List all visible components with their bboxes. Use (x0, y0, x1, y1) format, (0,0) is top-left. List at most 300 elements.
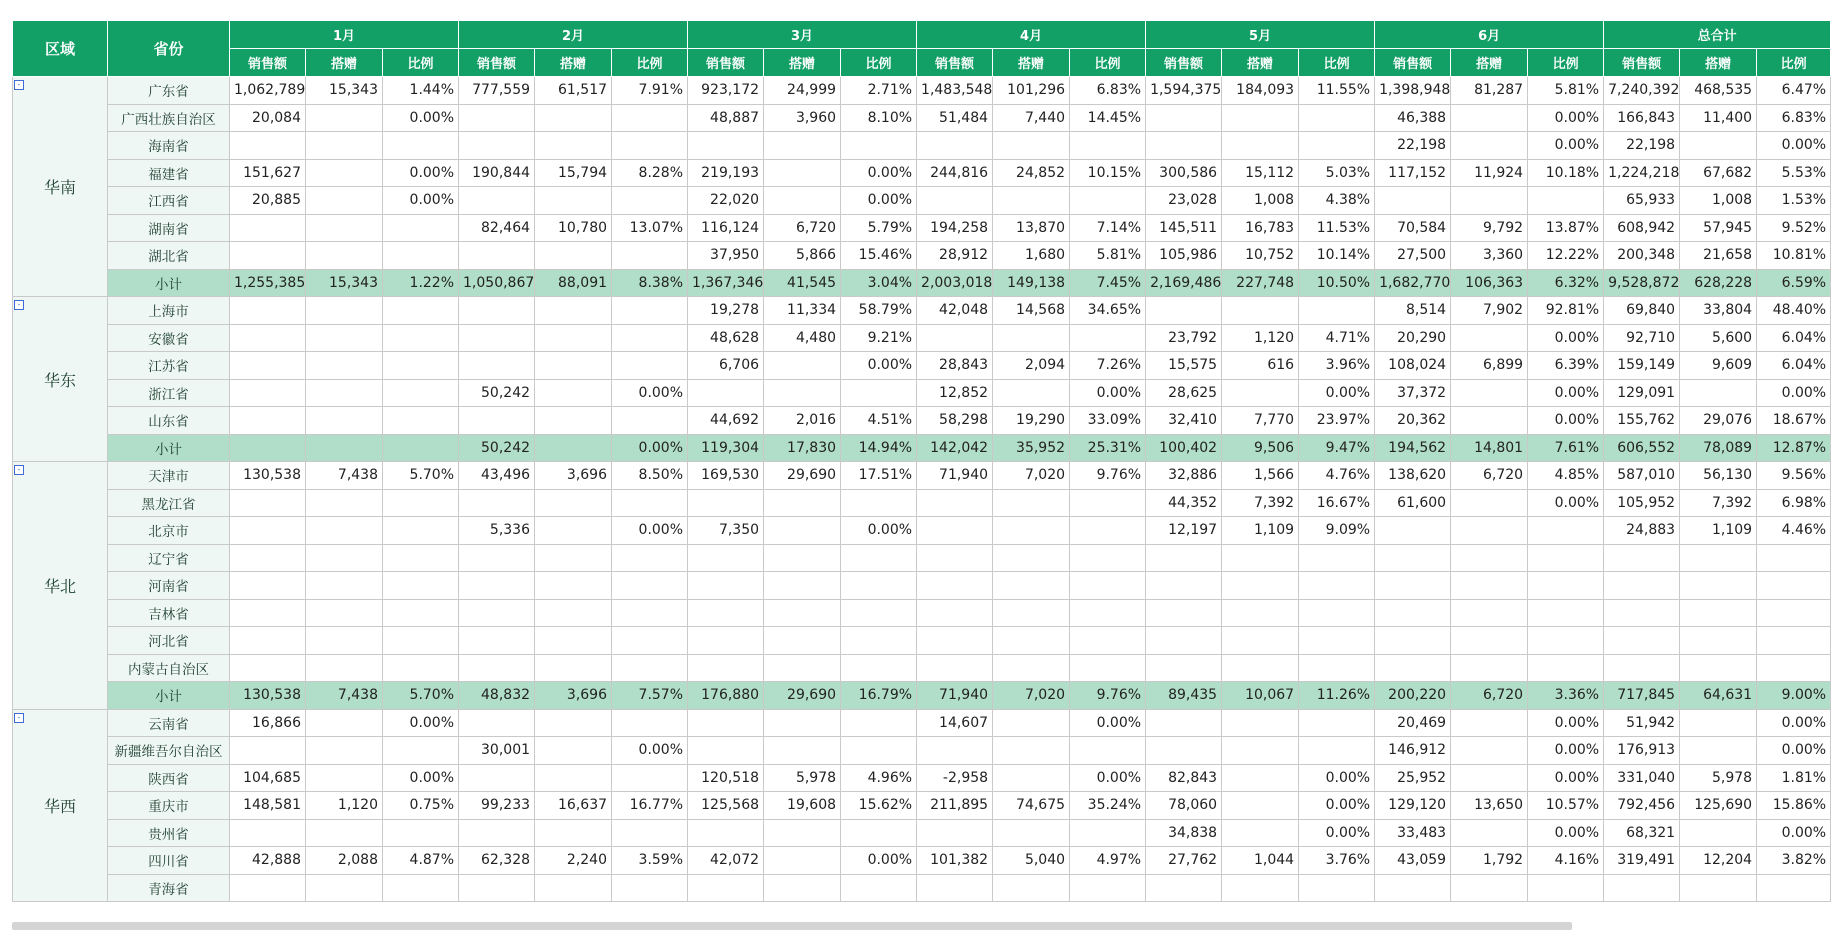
value-cell[interactable] (1451, 104, 1528, 132)
value-cell[interactable] (612, 654, 688, 682)
value-cell[interactable]: 0.00% (1528, 407, 1604, 435)
value-cell[interactable] (1528, 874, 1604, 902)
value-cell[interactable] (1299, 874, 1375, 902)
subtotal-value-cell[interactable]: 227,748 (1222, 269, 1299, 297)
value-cell[interactable]: 10.57% (1528, 792, 1604, 820)
value-cell[interactable] (993, 737, 1070, 765)
value-cell[interactable] (612, 764, 688, 792)
value-cell[interactable] (1146, 297, 1222, 325)
value-cell[interactable]: 1,109 (1222, 517, 1299, 545)
value-cell[interactable]: 33,804 (1680, 297, 1757, 325)
subtotal-value-cell[interactable]: 606,552 (1604, 434, 1680, 462)
value-cell[interactable]: 200,348 (1604, 242, 1680, 270)
subtotal-value-cell[interactable]: 50,242 (459, 434, 535, 462)
value-cell[interactable]: 35.24% (1070, 792, 1146, 820)
value-cell[interactable] (917, 874, 993, 902)
value-cell[interactable]: 28,843 (917, 352, 993, 380)
value-cell[interactable] (1146, 627, 1222, 655)
subtotal-value-cell[interactable]: 8.38% (612, 269, 688, 297)
subtotal-value-cell[interactable]: 14.94% (841, 434, 917, 462)
value-cell[interactable]: 19,608 (764, 792, 841, 820)
value-cell[interactable]: 22,198 (1375, 132, 1451, 160)
value-cell[interactable] (917, 544, 993, 572)
subtotal-value-cell[interactable]: 119,304 (688, 434, 764, 462)
subtotal-value-cell[interactable]: 3.04% (841, 269, 917, 297)
value-cell[interactable] (535, 489, 612, 517)
value-cell[interactable]: 0.00% (841, 187, 917, 215)
value-cell[interactable]: 3,696 (535, 462, 612, 490)
value-cell[interactable]: 24,883 (1604, 517, 1680, 545)
value-cell[interactable] (383, 627, 459, 655)
value-cell[interactable] (764, 847, 841, 875)
subtotal-value-cell[interactable]: 7.45% (1070, 269, 1146, 297)
value-cell[interactable] (1222, 654, 1299, 682)
value-cell[interactable] (535, 407, 612, 435)
value-cell[interactable]: 33.09% (1070, 407, 1146, 435)
value-cell[interactable] (993, 874, 1070, 902)
value-cell[interactable]: 5,978 (764, 764, 841, 792)
header-month[interactable]: 6月 (1375, 21, 1604, 49)
value-cell[interactable]: 0.00% (1528, 132, 1604, 160)
value-cell[interactable]: 923,172 (688, 77, 764, 105)
header-measure[interactable]: 搭赠 (1222, 49, 1299, 77)
value-cell[interactable]: 148,581 (230, 792, 306, 820)
value-cell[interactable] (1070, 874, 1146, 902)
subtotal-value-cell[interactable]: 15,343 (306, 269, 383, 297)
subtotal-value-cell[interactable]: 29,690 (764, 682, 841, 710)
value-cell[interactable] (1451, 764, 1528, 792)
value-cell[interactable] (1528, 627, 1604, 655)
value-cell[interactable] (459, 132, 535, 160)
value-cell[interactable]: 16,866 (230, 709, 306, 737)
value-cell[interactable] (1528, 599, 1604, 627)
value-cell[interactable] (1451, 819, 1528, 847)
value-cell[interactable]: 1.53% (1757, 187, 1831, 215)
value-cell[interactable] (917, 599, 993, 627)
value-cell[interactable] (841, 544, 917, 572)
value-cell[interactable]: 1,566 (1222, 462, 1299, 490)
value-cell[interactable] (764, 159, 841, 187)
value-cell[interactable]: 92.81% (1528, 297, 1604, 325)
value-cell[interactable] (917, 819, 993, 847)
header-measure[interactable]: 销售额 (1375, 49, 1451, 77)
value-cell[interactable] (1451, 627, 1528, 655)
value-cell[interactable] (306, 159, 383, 187)
value-cell[interactable]: 587,010 (1604, 462, 1680, 490)
value-cell[interactable]: 129,091 (1604, 379, 1680, 407)
value-cell[interactable] (306, 407, 383, 435)
value-cell[interactable]: 0.00% (841, 847, 917, 875)
value-cell[interactable]: 42,072 (688, 847, 764, 875)
value-cell[interactable]: 1,120 (1222, 324, 1299, 352)
value-cell[interactable] (1222, 104, 1299, 132)
header-measure[interactable]: 比例 (1299, 49, 1375, 77)
subtotal-value-cell[interactable] (306, 434, 383, 462)
value-cell[interactable] (1451, 489, 1528, 517)
value-cell[interactable] (230, 379, 306, 407)
value-cell[interactable]: 20,362 (1375, 407, 1451, 435)
value-cell[interactable]: 7,902 (1451, 297, 1528, 325)
value-cell[interactable]: 15.86% (1757, 792, 1831, 820)
subtotal-value-cell[interactable]: 7,438 (306, 682, 383, 710)
value-cell[interactable]: 43,059 (1375, 847, 1451, 875)
value-cell[interactable] (612, 489, 688, 517)
value-cell[interactable] (1451, 132, 1528, 160)
value-cell[interactable]: 20,290 (1375, 324, 1451, 352)
province-cell[interactable]: 陕西省 (108, 764, 230, 792)
value-cell[interactable]: 1.81% (1757, 764, 1831, 792)
value-cell[interactable]: 74,675 (993, 792, 1070, 820)
value-cell[interactable] (1528, 187, 1604, 215)
header-measure[interactable]: 销售额 (917, 49, 993, 77)
value-cell[interactable]: 777,559 (459, 77, 535, 105)
value-cell[interactable] (535, 599, 612, 627)
subtotal-value-cell[interactable]: 2,169,486 (1146, 269, 1222, 297)
value-cell[interactable]: 4.87% (383, 847, 459, 875)
value-cell[interactable] (459, 819, 535, 847)
header-month[interactable]: 2月 (459, 21, 688, 49)
subtotal-value-cell[interactable]: 16.79% (841, 682, 917, 710)
province-cell[interactable]: 吉林省 (108, 599, 230, 627)
value-cell[interactable]: 9.56% (1757, 462, 1831, 490)
value-cell[interactable] (1299, 599, 1375, 627)
value-cell[interactable] (1757, 627, 1831, 655)
value-cell[interactable]: 116,124 (688, 214, 764, 242)
region-cell[interactable] (13, 297, 108, 462)
value-cell[interactable]: 120,518 (688, 764, 764, 792)
value-cell[interactable]: 1,008 (1222, 187, 1299, 215)
value-cell[interactable] (535, 297, 612, 325)
subtotal-value-cell[interactable]: 9,506 (1222, 434, 1299, 462)
value-cell[interactable] (612, 324, 688, 352)
value-cell[interactable]: 0.00% (1070, 709, 1146, 737)
value-cell[interactable] (993, 654, 1070, 682)
subtotal-value-cell[interactable]: 10,067 (1222, 682, 1299, 710)
value-cell[interactable]: 0.00% (1528, 379, 1604, 407)
value-cell[interactable]: 5.81% (1528, 77, 1604, 105)
value-cell[interactable]: 14,568 (993, 297, 1070, 325)
value-cell[interactable] (1070, 187, 1146, 215)
header-measure[interactable]: 比例 (1070, 49, 1146, 77)
value-cell[interactable] (1070, 654, 1146, 682)
value-cell[interactable] (383, 874, 459, 902)
value-cell[interactable]: 51,484 (917, 104, 993, 132)
value-cell[interactable] (1299, 627, 1375, 655)
value-cell[interactable]: 22,020 (688, 187, 764, 215)
value-cell[interactable] (1070, 572, 1146, 600)
value-cell[interactable]: 22,198 (1604, 132, 1680, 160)
value-cell[interactable]: 48,887 (688, 104, 764, 132)
value-cell[interactable] (764, 132, 841, 160)
subtotal-value-cell[interactable]: 7.57% (612, 682, 688, 710)
value-cell[interactable] (612, 627, 688, 655)
province-cell[interactable]: 湖南省 (108, 214, 230, 242)
subtotal-value-cell[interactable]: 89,435 (1146, 682, 1222, 710)
value-cell[interactable] (1146, 654, 1222, 682)
value-cell[interactable]: 44,692 (688, 407, 764, 435)
value-cell[interactable] (917, 517, 993, 545)
value-cell[interactable]: 32,410 (1146, 407, 1222, 435)
value-cell[interactable] (459, 709, 535, 737)
value-cell[interactable] (1757, 874, 1831, 902)
value-cell[interactable] (1222, 379, 1299, 407)
value-cell[interactable] (459, 627, 535, 655)
value-cell[interactable] (459, 874, 535, 902)
value-cell[interactable]: 6.83% (1757, 104, 1831, 132)
value-cell[interactable]: 4.76% (1299, 462, 1375, 490)
value-cell[interactable] (917, 132, 993, 160)
header-measure[interactable]: 销售额 (230, 49, 306, 77)
value-cell[interactable]: 0.75% (383, 792, 459, 820)
value-cell[interactable] (383, 819, 459, 847)
value-cell[interactable] (1299, 132, 1375, 160)
value-cell[interactable] (993, 572, 1070, 600)
header-measure[interactable]: 搭赠 (306, 49, 383, 77)
value-cell[interactable] (764, 627, 841, 655)
subtotal-value-cell[interactable]: 3.36% (1528, 682, 1604, 710)
value-cell[interactable] (1375, 874, 1451, 902)
value-cell[interactable] (917, 737, 993, 765)
value-cell[interactable] (230, 517, 306, 545)
value-cell[interactable]: 0.00% (383, 709, 459, 737)
subtotal-value-cell[interactable]: 149,138 (993, 269, 1070, 297)
value-cell[interactable]: 2,240 (535, 847, 612, 875)
value-cell[interactable]: 30,001 (459, 737, 535, 765)
subtotal-value-cell[interactable]: 9,528,872 (1604, 269, 1680, 297)
value-cell[interactable] (306, 132, 383, 160)
province-cell[interactable]: 黑龙江省 (108, 489, 230, 517)
value-cell[interactable]: 9.76% (1070, 462, 1146, 490)
value-cell[interactable]: 5.79% (841, 214, 917, 242)
collapse-toggle-icon[interactable]: - (14, 713, 24, 723)
value-cell[interactable] (993, 764, 1070, 792)
province-cell[interactable]: 青海省 (108, 874, 230, 902)
subtotal-value-cell[interactable]: 1.22% (383, 269, 459, 297)
value-cell[interactable]: 34.65% (1070, 297, 1146, 325)
subtotal-value-cell[interactable] (535, 434, 612, 462)
value-cell[interactable]: 0.00% (383, 104, 459, 132)
subtotal-value-cell[interactable]: 142,042 (917, 434, 993, 462)
value-cell[interactable]: 12,852 (917, 379, 993, 407)
value-cell[interactable]: 19,278 (688, 297, 764, 325)
value-cell[interactable] (383, 297, 459, 325)
value-cell[interactable] (917, 654, 993, 682)
value-cell[interactable] (841, 627, 917, 655)
value-cell[interactable] (993, 517, 1070, 545)
value-cell[interactable]: 0.00% (1528, 819, 1604, 847)
value-cell[interactable] (535, 517, 612, 545)
value-cell[interactable] (917, 572, 993, 600)
value-cell[interactable]: 105,952 (1604, 489, 1680, 517)
value-cell[interactable]: 7,350 (688, 517, 764, 545)
value-cell[interactable] (1146, 132, 1222, 160)
subtotal-value-cell[interactable]: 0.00% (612, 434, 688, 462)
subtotal-value-cell[interactable]: 48,832 (459, 682, 535, 710)
value-cell[interactable] (688, 379, 764, 407)
value-cell[interactable] (764, 489, 841, 517)
value-cell[interactable] (1222, 874, 1299, 902)
value-cell[interactable]: 3.59% (612, 847, 688, 875)
value-cell[interactable]: 0.00% (1528, 709, 1604, 737)
value-cell[interactable] (1222, 544, 1299, 572)
value-cell[interactable]: 71,940 (917, 462, 993, 490)
subtotal-value-cell[interactable]: 41,545 (764, 269, 841, 297)
value-cell[interactable] (1680, 627, 1757, 655)
value-cell[interactable]: 0.00% (612, 517, 688, 545)
value-cell[interactable] (841, 599, 917, 627)
value-cell[interactable]: 8.28% (612, 159, 688, 187)
value-cell[interactable] (535, 737, 612, 765)
value-cell[interactable] (1070, 544, 1146, 572)
subtotal-value-cell[interactable]: 717,845 (1604, 682, 1680, 710)
value-cell[interactable] (1604, 572, 1680, 600)
value-cell[interactable]: 101,296 (993, 77, 1070, 105)
value-cell[interactable] (383, 517, 459, 545)
value-cell[interactable]: 11.53% (1299, 214, 1375, 242)
value-cell[interactable]: 7,438 (306, 462, 383, 490)
province-cell[interactable]: 海南省 (108, 132, 230, 160)
value-cell[interactable]: 34,838 (1146, 819, 1222, 847)
value-cell[interactable]: 169,530 (688, 462, 764, 490)
value-cell[interactable] (993, 489, 1070, 517)
value-cell[interactable]: 16.77% (612, 792, 688, 820)
value-cell[interactable] (383, 654, 459, 682)
value-cell[interactable]: 16,637 (535, 792, 612, 820)
value-cell[interactable] (764, 819, 841, 847)
value-cell[interactable]: 12,204 (1680, 847, 1757, 875)
province-cell[interactable]: 广东省 (108, 77, 230, 105)
value-cell[interactable]: 15,575 (1146, 352, 1222, 380)
value-cell[interactable]: 33,483 (1375, 819, 1451, 847)
value-cell[interactable]: 211,895 (917, 792, 993, 820)
value-cell[interactable] (230, 297, 306, 325)
value-cell[interactable] (1375, 627, 1451, 655)
header-measure[interactable]: 比例 (1757, 49, 1831, 77)
subtotal-value-cell[interactable]: 3,696 (535, 682, 612, 710)
value-cell[interactable]: 1,109 (1680, 517, 1757, 545)
subtotal-value-cell[interactable] (383, 434, 459, 462)
value-cell[interactable]: 331,040 (1604, 764, 1680, 792)
value-cell[interactable]: 14,607 (917, 709, 993, 737)
value-cell[interactable] (535, 627, 612, 655)
value-cell[interactable] (1146, 104, 1222, 132)
value-cell[interactable] (1451, 324, 1528, 352)
value-cell[interactable] (764, 572, 841, 600)
value-cell[interactable]: 6,720 (764, 214, 841, 242)
subtotal-value-cell[interactable]: 106,363 (1451, 269, 1528, 297)
value-cell[interactable]: 10.14% (1299, 242, 1375, 270)
value-cell[interactable]: 0.00% (1528, 489, 1604, 517)
value-cell[interactable]: 184,093 (1222, 77, 1299, 105)
value-cell[interactable] (1222, 132, 1299, 160)
value-cell[interactable] (764, 379, 841, 407)
subtotal-value-cell[interactable]: 88,091 (535, 269, 612, 297)
value-cell[interactable] (1757, 572, 1831, 600)
subtotal-value-cell[interactable]: 71,940 (917, 682, 993, 710)
value-cell[interactable] (459, 324, 535, 352)
subtotal-value-cell[interactable]: 6,720 (1451, 682, 1528, 710)
value-cell[interactable]: 46,388 (1375, 104, 1451, 132)
value-cell[interactable] (993, 187, 1070, 215)
value-cell[interactable]: 20,084 (230, 104, 306, 132)
subtotal-value-cell[interactable]: 6.59% (1757, 269, 1831, 297)
value-cell[interactable] (230, 489, 306, 517)
value-cell[interactable]: 7.26% (1070, 352, 1146, 380)
value-cell[interactable]: 68,321 (1604, 819, 1680, 847)
value-cell[interactable] (688, 709, 764, 737)
value-cell[interactable] (535, 352, 612, 380)
value-cell[interactable]: 5,866 (764, 242, 841, 270)
value-cell[interactable] (612, 132, 688, 160)
value-cell[interactable] (230, 627, 306, 655)
value-cell[interactable]: 6,720 (1451, 462, 1528, 490)
province-cell[interactable]: 山东省 (108, 407, 230, 435)
subtotal-value-cell[interactable]: 35,952 (993, 434, 1070, 462)
horizontal-scrollbar[interactable] (12, 922, 1572, 930)
subtotal-value-cell[interactable]: 6.32% (1528, 269, 1604, 297)
value-cell[interactable] (535, 379, 612, 407)
value-cell[interactable] (459, 104, 535, 132)
value-cell[interactable]: 176,913 (1604, 737, 1680, 765)
value-cell[interactable] (1222, 297, 1299, 325)
value-cell[interactable] (230, 242, 306, 270)
value-cell[interactable] (993, 819, 1070, 847)
value-cell[interactable] (1604, 599, 1680, 627)
value-cell[interactable] (1146, 544, 1222, 572)
value-cell[interactable] (535, 132, 612, 160)
province-cell[interactable]: 江苏省 (108, 352, 230, 380)
value-cell[interactable]: 468,535 (1680, 77, 1757, 105)
value-cell[interactable]: -2,958 (917, 764, 993, 792)
province-cell[interactable]: 云南省 (108, 709, 230, 737)
value-cell[interactable]: 0.00% (1528, 324, 1604, 352)
value-cell[interactable] (764, 187, 841, 215)
header-month[interactable]: 总合计 (1604, 21, 1831, 49)
province-cell[interactable]: 上海市 (108, 297, 230, 325)
subtotal-value-cell[interactable]: 1,682,770 (1375, 269, 1451, 297)
subtotal-value-cell[interactable] (230, 434, 306, 462)
value-cell[interactable]: 25,952 (1375, 764, 1451, 792)
subtotal-value-cell[interactable]: 176,880 (688, 682, 764, 710)
value-cell[interactable] (535, 874, 612, 902)
value-cell[interactable] (1299, 572, 1375, 600)
value-cell[interactable]: 99,233 (459, 792, 535, 820)
value-cell[interactable]: 1,398,948 (1375, 77, 1451, 105)
value-cell[interactable]: 0.00% (1299, 819, 1375, 847)
value-cell[interactable]: 1,792 (1451, 847, 1528, 875)
value-cell[interactable] (688, 654, 764, 682)
value-cell[interactable]: 0.00% (612, 737, 688, 765)
subtotal-value-cell[interactable]: 64,631 (1680, 682, 1757, 710)
value-cell[interactable] (459, 407, 535, 435)
value-cell[interactable]: 67,682 (1680, 159, 1757, 187)
value-cell[interactable] (1451, 517, 1528, 545)
value-cell[interactable] (993, 544, 1070, 572)
value-cell[interactable]: 23,028 (1146, 187, 1222, 215)
value-cell[interactable] (383, 737, 459, 765)
value-cell[interactable] (764, 874, 841, 902)
value-cell[interactable] (1375, 544, 1451, 572)
value-cell[interactable] (1222, 599, 1299, 627)
value-cell[interactable] (230, 599, 306, 627)
value-cell[interactable]: 130,538 (230, 462, 306, 490)
value-cell[interactable]: 37,950 (688, 242, 764, 270)
value-cell[interactable]: 3,960 (764, 104, 841, 132)
value-cell[interactable] (1451, 709, 1528, 737)
value-cell[interactable] (1757, 544, 1831, 572)
value-cell[interactable] (993, 324, 1070, 352)
subtotal-value-cell[interactable]: 1,255,385 (230, 269, 306, 297)
